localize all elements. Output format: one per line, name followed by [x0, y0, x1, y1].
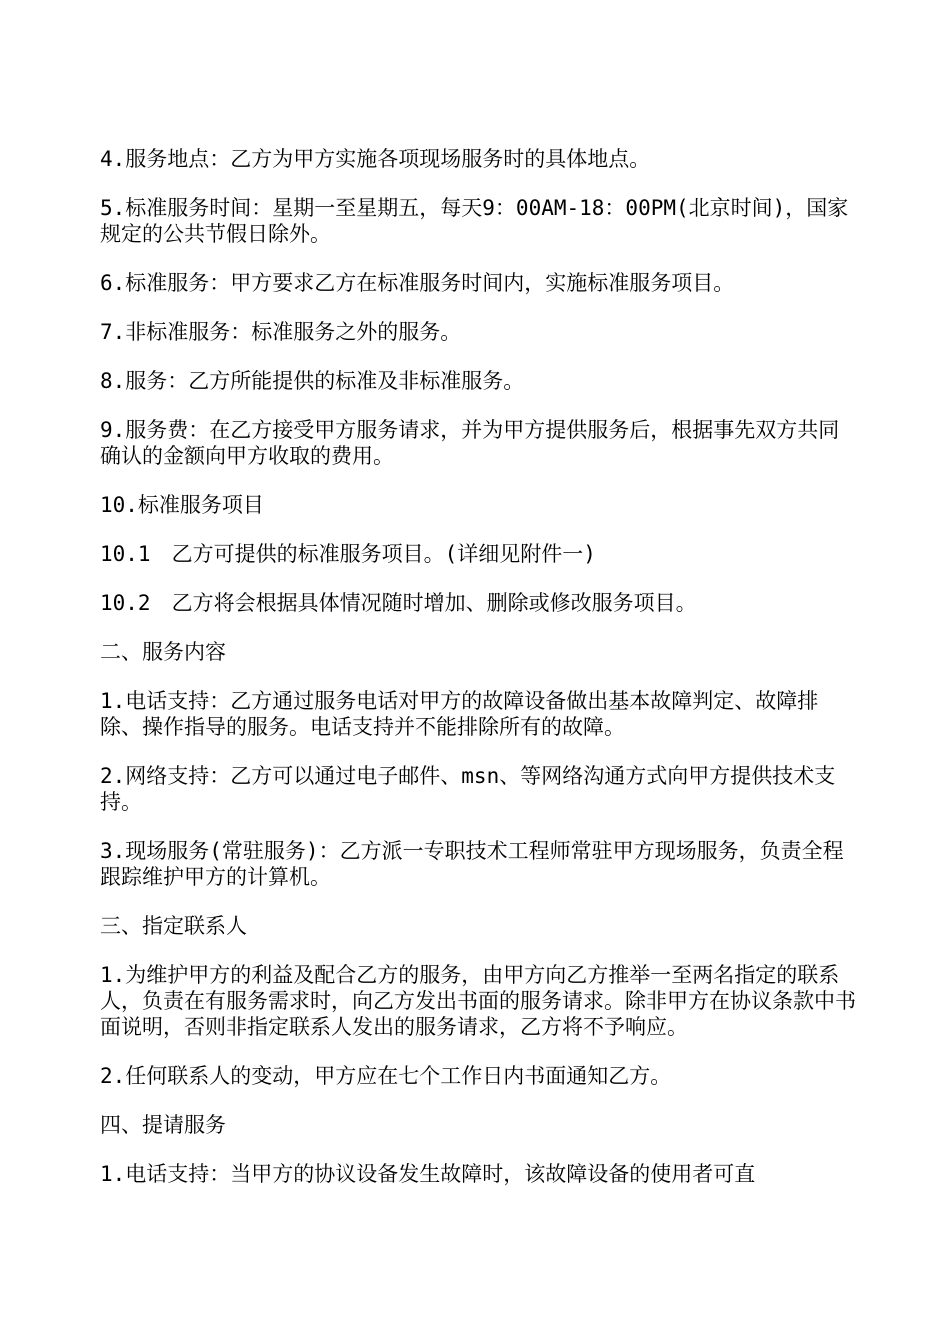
- clause-10-2: 10.2 乙方将会根据具体情况随时增加、删除或修改服务项目。: [100, 591, 697, 615]
- clause-network-support: 2.网络支持：乙方可以通过电子邮件、msn、等网络沟通方式向甲方提供技术支持。: [100, 764, 836, 814]
- section-heading-service-content: 二、服务内容: [100, 640, 226, 664]
- clause-service-location: 4.服务地点：乙方为甲方实施各项现场服务时的具体地点。: [100, 147, 651, 171]
- document-body: [100, 146, 860, 1210]
- clause-designated-contact: 1.为维护甲方的利益及配合乙方的服务，由甲方向乙方推举一至两名指定的联系人，负责在有服务需求时，向乙方发出书面的服务请求。除非甲方在协议条款中书面说明，否则非指定联系人发出的服务请求，乙方将不予响应。: [100, 963, 856, 1039]
- section-heading-request-service: 四、提请服务: [100, 1113, 226, 1137]
- clause-contact-change: 2.任何联系人的变动，甲方应在七个工作日内书面通知乙方。: [100, 1064, 672, 1088]
- clause-standard-service-items: 10.标准服务项目: [100, 493, 264, 517]
- clause-standard-service: 6.标准服务：甲方要求乙方在标准服务时间内，实施标准服务项目。: [100, 271, 735, 295]
- clause-phone-support-request: 1.电话支持：当甲方的协议设备发生故障时，该故障设备的使用者可直: [100, 1162, 756, 1186]
- clause-non-standard-service: 7.非标准服务：标准服务之外的服务。: [100, 320, 462, 344]
- clause-phone-support: 1.电话支持：乙方通过服务电话对甲方的故障设备做出基本故障判定、故障排除、操作指导的服务。电话支持并不能排除所有的故障。: [100, 689, 819, 739]
- clause-standard-service-time: 5.标准服务时间：星期一至星期五，每天9：00AM-18：00PM(北京时间)，国家规定的公共节假日除外。: [100, 196, 849, 246]
- clause-10-1: 10.1 乙方可提供的标准服务项目。(详细见附件一): [100, 542, 596, 566]
- clause-service-fee: 9.服务费：在乙方接受甲方服务请求，并为甲方提供服务后，根据事先双方共同确认的金额向甲方收取的费用。: [100, 418, 840, 468]
- clause-service: 8.服务：乙方所能提供的标准及非标准服务。: [100, 369, 525, 393]
- clause-onsite-service: 3.现场服务(常驻服务)：乙方派一专职技术工程师常驻甲方现场服务，负责全程跟踪维护甲方的计算机。: [100, 839, 844, 889]
- section-heading-designated-contact: 三、指定联系人: [100, 914, 247, 938]
